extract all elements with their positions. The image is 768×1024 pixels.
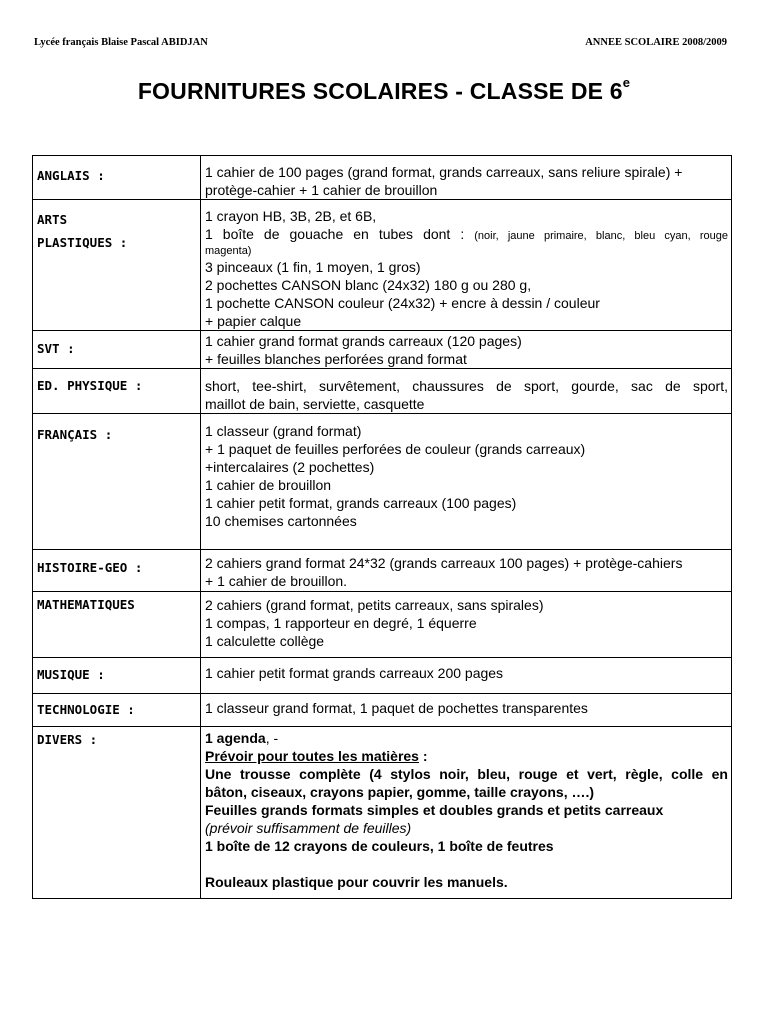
list-item: 1 compas, 1 rapporteur en degré, 1 équerre <box>205 615 477 631</box>
list-item: 1 crayon HB, 3B, 2B, et 6B, <box>205 208 377 224</box>
page-title <box>0 75 768 105</box>
list-item <box>205 729 728 747</box>
subject-label: TECHNOLOGIE : <box>37 702 135 717</box>
list-item: 1 cahier grand format grands carreaux (120 pages) <box>205 333 522 349</box>
list-item: Rouleaux plastique pour couvrir les manuels. <box>205 874 508 890</box>
items-anglais <box>201 156 732 200</box>
prevoir-heading: Prévoir pour toutes les matières <box>205 748 419 764</box>
list-item: +intercalaires (2 pochettes) <box>205 459 375 475</box>
school-name: Lycée français Blaise Pascal ABIDJAN <box>34 37 208 48</box>
agenda-text: 1 agenda <box>205 730 266 746</box>
table-row-technologie <box>33 694 732 727</box>
table-row-musique <box>33 658 732 694</box>
list-item: 1 cahier petit format grands carreaux 200 pages <box>205 665 504 681</box>
list-item: protège-cahier + 1 cahier de brouillon <box>205 182 438 198</box>
table-row-francais <box>33 414 732 550</box>
items-musique <box>201 658 732 694</box>
list-item: 1 cahier de brouillon <box>205 477 332 493</box>
items-mathematiques <box>201 592 732 658</box>
list-item: bâton, ciseaux, crayons papier, gomme, taille crayons, ….) <box>205 784 595 800</box>
subject-histoire-geo <box>33 550 201 592</box>
subject-francais <box>33 414 201 550</box>
list-item: + papier calque <box>205 313 302 329</box>
list-item: Une trousse complète (4 stylos noir, bleu, rouge et vert, règle, colle en <box>205 766 728 782</box>
subject-label: HISTOIRE-GEO : <box>37 560 143 575</box>
list-item: 2 pochettes CANSON blanc (24x32) 180 g ou 280 g, <box>205 277 532 293</box>
list-item: Feuilles grands formats simples et doubles grands et petits carreaux <box>205 802 664 818</box>
supplies-table <box>32 155 732 899</box>
spacer <box>205 855 728 873</box>
subject-mathematiques <box>33 592 201 658</box>
prevoir-colon: : <box>418 748 428 764</box>
list-item: 1 classeur (grand format) <box>205 423 362 439</box>
items-svt <box>201 331 732 369</box>
list-item: 3 pinceaux (1 fin, 1 moyen, 1 gros) <box>205 259 421 275</box>
list-item: 1 cahier petit format, grands carreaux (100 pages) <box>205 495 517 511</box>
table-row-mathematiques <box>33 592 732 658</box>
subject-label: MATHEMATIQUES <box>37 597 135 612</box>
list-item-detail: magenta) <box>205 245 252 257</box>
subject-anglais <box>33 156 201 200</box>
table-row-histoire-geo <box>33 550 732 592</box>
list-item: 2 cahiers (grand format, petits carreaux, sans spirales) <box>205 597 544 613</box>
list-item: 1 pochette CANSON couleur (24x32) + encre à dessin / couleur <box>205 295 600 311</box>
page-title-text: FOURNITURES SCOLAIRES - CLASSE DE 6 <box>137 78 623 104</box>
items-francais <box>201 414 732 550</box>
list-item <box>205 747 728 765</box>
list-item: + feuilles blanches perforées grand format <box>205 351 467 367</box>
items-ed-physique <box>201 369 732 414</box>
table-row-divers <box>33 727 732 899</box>
list-item-main: 1 boîte de gouache en tubes dont : <box>205 226 465 242</box>
subject-label: FRANÇAIS : <box>37 427 113 442</box>
table-row-arts <box>33 200 732 331</box>
table-row-svt <box>33 331 732 369</box>
subject-svt <box>33 331 201 369</box>
subject-label: PLASTIQUES : <box>37 235 128 250</box>
list-item: maillot de bain, serviette, casquette <box>205 396 425 412</box>
list-item: 1 classeur grand format, 1 paquet de pochettes transparentes <box>205 700 588 716</box>
subject-label: MUSIQUE : <box>37 667 105 682</box>
subject-label: ED. PHYSIQUE : <box>37 378 143 393</box>
list-item: 2 cahiers grand format 24*32 (grands carreaux 100 pages) + protège-cahiers <box>205 555 683 571</box>
school-year: ANNEE SCOLAIRE 2008/2009 <box>585 37 727 48</box>
subject-musique <box>33 658 201 694</box>
subject-divers <box>33 727 201 899</box>
list-item: 10 chemises cartonnées <box>205 513 357 529</box>
subject-label: SVT : <box>37 341 75 356</box>
table-row-ed-physique <box>33 369 732 414</box>
subject-technologie <box>33 694 201 727</box>
list-item: short, tee-shirt, survêtement, chaussures de sport, gourde, sac de sport, <box>205 378 728 394</box>
subject-arts <box>33 200 201 331</box>
subject-label: DIVERS : <box>37 732 98 747</box>
items-arts <box>201 200 732 331</box>
subject-label: ANGLAIS : <box>37 168 105 183</box>
list-item-note: (prévoir suffisamment de feuilles) <box>205 820 412 836</box>
agenda-suffix: , - <box>265 730 279 746</box>
subject-ed-physique <box>33 369 201 414</box>
list-item: 1 cahier de 100 pages (grand format, grands carreaux, sans reliure spirale) + <box>205 164 683 180</box>
subject-label: ARTS <box>37 212 68 227</box>
list-item: + 1 cahier de brouillon. <box>205 573 348 589</box>
items-histoire-geo <box>201 550 732 592</box>
list-item <box>205 225 728 245</box>
list-item: 1 boîte de 12 crayons de couleurs, 1 boîte de feutres <box>205 838 554 854</box>
list-item: + 1 paquet de feuilles perforées de couleur (grands carreaux) <box>205 441 586 457</box>
table-row-anglais <box>33 156 732 200</box>
items-divers <box>201 727 732 899</box>
list-item: 1 calculette collège <box>205 633 325 649</box>
page-title-superscript: e <box>622 75 631 90</box>
items-technologie <box>201 694 732 727</box>
list-item-detail: (noir, jaune primaire, blanc, bleu cyan, rouge <box>474 230 728 242</box>
